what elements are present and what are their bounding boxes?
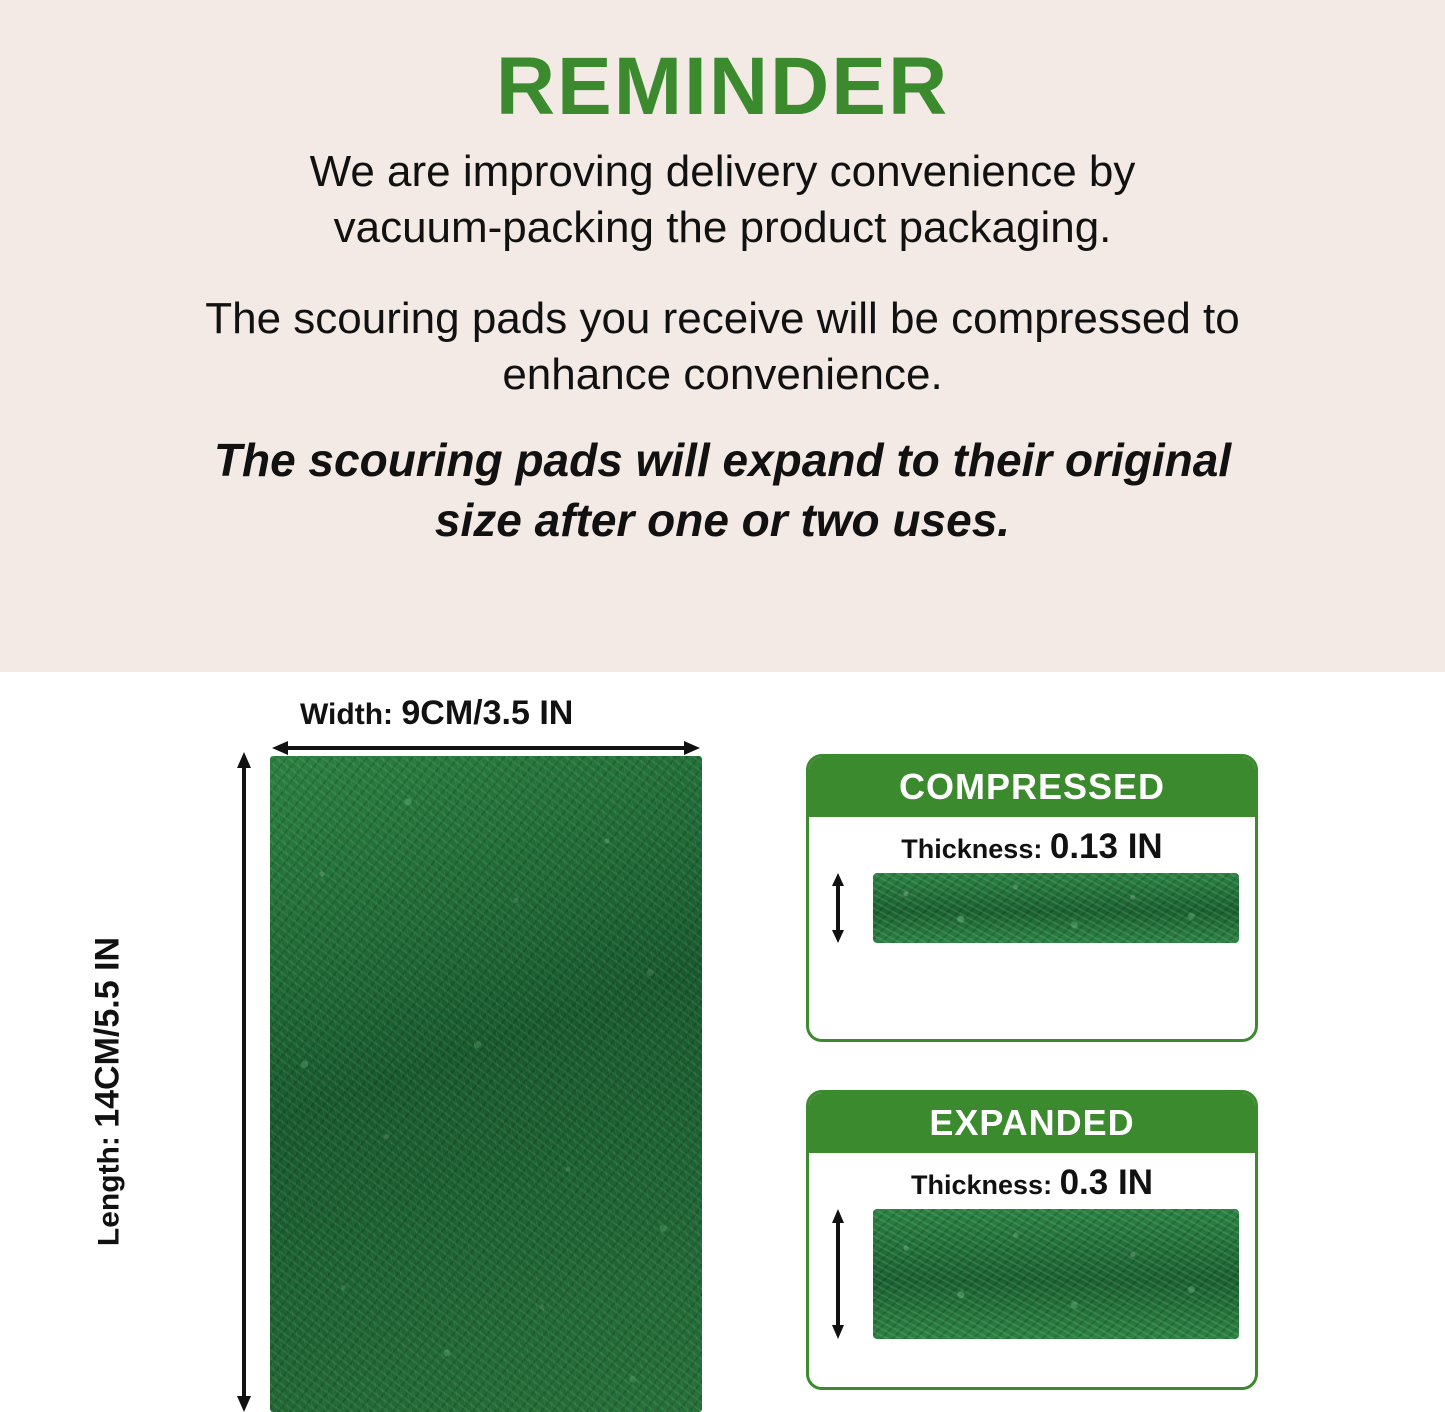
expanded-card-header: EXPANDED <box>809 1093 1255 1153</box>
length-label-text: Length: <box>92 1136 126 1247</box>
product-dimensions-panel <box>0 672 1445 1410</box>
reminder-paragraph-3: The scouring pads will expand to their original size after one or two uses. <box>213 434 1232 547</box>
compressed-card-body <box>809 817 1255 943</box>
expanded-card-body <box>809 1153 1255 1339</box>
expanded-thickness-value: 0.3 IN <box>1059 1163 1153 1202</box>
reminder-paragraph-2: The scouring pads you receive will be compressed to enhance convenience. <box>205 293 1240 400</box>
expanded-card <box>806 1090 1258 1390</box>
scouring-pad-image <box>270 756 702 1412</box>
width-label-text: Width: <box>300 698 394 731</box>
compressed-thickness-arrow-icon <box>829 873 847 943</box>
compressed-thickness-label: Thickness: <box>901 834 1043 864</box>
compressed-card <box>806 754 1258 1042</box>
compressed-strip-wrap <box>873 873 1239 943</box>
expanded-thickness-row <box>809 1163 1255 1203</box>
expanded-pad-strip-image <box>873 1209 1239 1339</box>
compressed-thickness-value: 0.13 IN <box>1049 827 1163 866</box>
reminder-title: REMINDER <box>495 41 950 132</box>
width-value-text: 9CM/3.5 IN <box>401 694 574 732</box>
length-measurement-label <box>89 922 128 1262</box>
expanded-strip-wrap <box>873 1209 1239 1339</box>
reminder-panel <box>0 0 1445 672</box>
expanded-thickness-arrow-icon <box>829 1209 847 1339</box>
width-arrow-icon <box>272 738 700 758</box>
length-value-text: 14CM/5.5 IN <box>88 936 127 1128</box>
expanded-thickness-label: Thickness: <box>911 1170 1053 1200</box>
compressed-pad-strip-image <box>873 873 1239 943</box>
length-arrow-icon <box>234 752 254 1412</box>
compressed-thickness-row <box>809 827 1255 867</box>
width-measurement-label <box>300 694 573 733</box>
compressed-card-header: COMPRESSED <box>809 757 1255 817</box>
reminder-paragraph-1: We are improving delivery convenience by vacuum-packing the product packaging. <box>309 147 1136 253</box>
